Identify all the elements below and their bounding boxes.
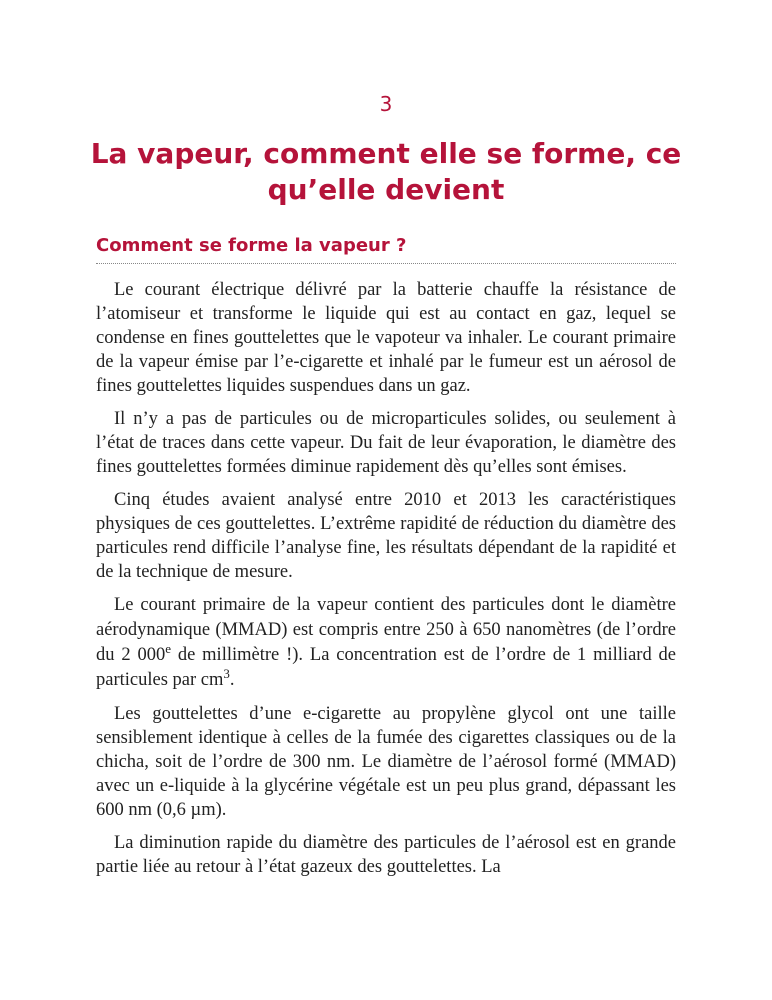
chapter-title: La vapeur, comment elle se forme, ce qu’elle devient <box>90 137 682 206</box>
paragraph-2: Il n’y a pas de particules ou de microparticules solides, ou seulement à l’état de traces dans cette vapeur. Du fait de leur évaporation, le diamètre des fines gouttelettes formées diminue rapidement dès qu’elles sont émises. <box>96 409 676 477</box>
ordinal-superscript: e <box>165 640 171 656</box>
paragraph-1: Le courant électrique délivré par la batterie chauffe la résistance de l’atomiseur et transforme le liquide qui est au contact en gaz, lequel se condense en fines gouttelettes que le vapoteur va inhaler. Le courant primaire de la vapeur émise par l’e-cigarette et inhalé par le fumeur est un aérosol de fines gouttelettes liquides suspendues dans un gaz. <box>96 280 676 396</box>
paragraph-5: Les gouttelettes d’une e-cigarette au propylène glycol ont une taille sensiblement identique à celles de la fumée des cigarettes classiques ou de la chicha, soit de l’ordre de 300 nm. Le diamètre de l’aérosol formé (MMAD) avec un e-liquide à la glycérine végétale est un peu plus grand, dépassant les 600 nm (0,6 µm). <box>96 704 676 820</box>
cubic-superscript: 3 <box>223 665 230 681</box>
section-heading: Comment se forme la vapeur ? <box>96 231 676 264</box>
paragraph-6: La diminution rapide du diamètre des particules de l’aérosol est en grande partie liée au retour à l’état gazeux des gouttelettes. La <box>96 833 676 877</box>
chapter-number: 3 <box>379 92 393 116</box>
paragraph-4-part-1: Le courant primaire de la vapeur contient des particules dont le diamètre aérodynamique (MMAD) est compris entre 250 à 650 nanomètres (de l’ordre du 2 000 <box>96 595 676 665</box>
paragraph-3: Cinq études avaient analysé entre 2010 et 2013 les caractéristiques physiques de ces gouttelettes. L’extrême rapidité de réduction du diamètre des particules rend difficile l’analyse fine, les résultats dépendant de la rapidité et de la technique de mesure. <box>96 490 676 582</box>
paragraph-4-part-2: de millimètre !). La concentration est de l’ordre de 1 milliard de particules par cm <box>96 645 677 690</box>
body-text <box>96 278 676 888</box>
paragraph-4-part-3: . <box>229 670 235 690</box>
paragraph-4 <box>96 593 676 693</box>
